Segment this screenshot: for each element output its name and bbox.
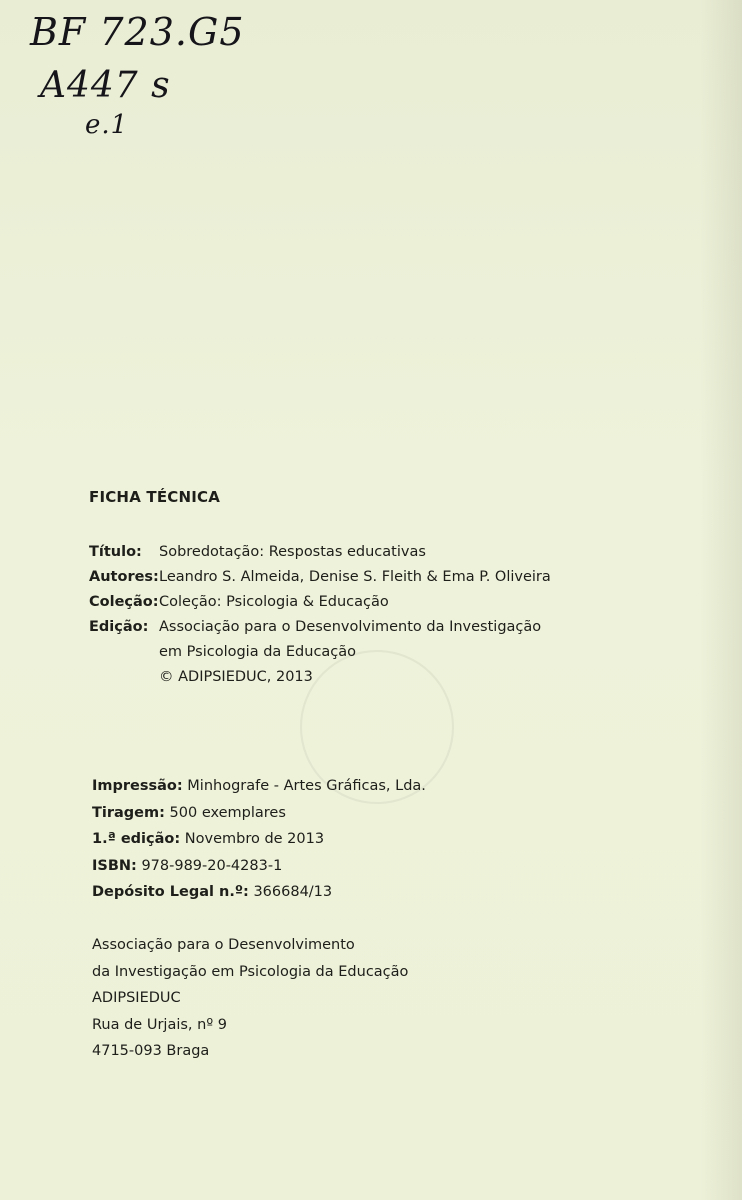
impressao-label: Impressão: bbox=[92, 778, 183, 794]
edicao-value-line2: em Psicologia da Educação bbox=[159, 644, 357, 660]
edicao-value-line3: © ADIPSIEDUC, 2013 bbox=[159, 669, 313, 685]
colecao-label: Coleção: bbox=[89, 594, 159, 610]
impressao-value: Minhografe - Artes Gráficas, Lda. bbox=[187, 778, 426, 794]
colecao-value: Coleção: Psicologia & Educação bbox=[159, 594, 389, 610]
deposito-legal-value: 366684/13 bbox=[253, 884, 333, 900]
impressao-row bbox=[92, 773, 426, 800]
autores-row bbox=[89, 565, 551, 590]
edicao-row bbox=[89, 615, 551, 690]
tiragem-row bbox=[92, 800, 426, 827]
isbn-row bbox=[92, 853, 426, 880]
autores-value: Leandro S. Almeida, Denise S. Fleith & Ema P. Oliveira bbox=[159, 569, 551, 585]
edicao-value bbox=[159, 615, 541, 690]
address-line-1: Associação para o Desenvolvimento bbox=[92, 937, 355, 953]
address-line-3: ADIPSIEDUC bbox=[92, 990, 181, 1006]
ficha-tecnica-heading: FICHA TÉCNICA bbox=[89, 488, 221, 506]
primeira-edicao-value: Novembro de 2013 bbox=[184, 831, 325, 847]
publisher-address-block bbox=[92, 932, 408, 1065]
address-line-4: Rua de Urjais, nº 9 bbox=[92, 1016, 227, 1033]
primeira-edicao-label: 1.ª edição: bbox=[92, 831, 181, 847]
print-info-block bbox=[92, 773, 426, 906]
titulo-label: Título: bbox=[89, 544, 142, 560]
address-line-5: 4715-093 Braga bbox=[92, 1043, 210, 1059]
autores-label: Autores: bbox=[89, 569, 159, 585]
isbn-value: 978-989-20-4283-1 bbox=[141, 857, 283, 874]
tiragem-label: Tiragem: bbox=[92, 804, 165, 821]
handwritten-callnumber-line1: BF 723.G5 bbox=[30, 10, 245, 54]
edicao-value-line1: Associação para o Desenvolvimento da Investigação bbox=[159, 619, 542, 635]
tiragem-value: 500 exemplares bbox=[169, 804, 286, 821]
ficha-tecnica-block bbox=[89, 540, 551, 690]
address-line-2: da Investigação em Psicologia da Educação bbox=[92, 963, 409, 980]
handwritten-callnumber-line2: A447 s bbox=[40, 65, 171, 106]
isbn-label: ISBN: bbox=[92, 857, 137, 874]
titulo-value: Sobredotação: Respostas educativas bbox=[159, 544, 426, 560]
titulo-row bbox=[89, 540, 551, 565]
deposito-legal-row bbox=[92, 879, 426, 906]
edicao-label: Edição: bbox=[89, 619, 149, 635]
handwritten-callnumber-line3: e.1 bbox=[85, 110, 129, 140]
colecao-row bbox=[89, 590, 551, 615]
primeira-edicao-row bbox=[92, 826, 426, 853]
deposito-legal-label: Depósito Legal n.º: bbox=[92, 884, 249, 900]
